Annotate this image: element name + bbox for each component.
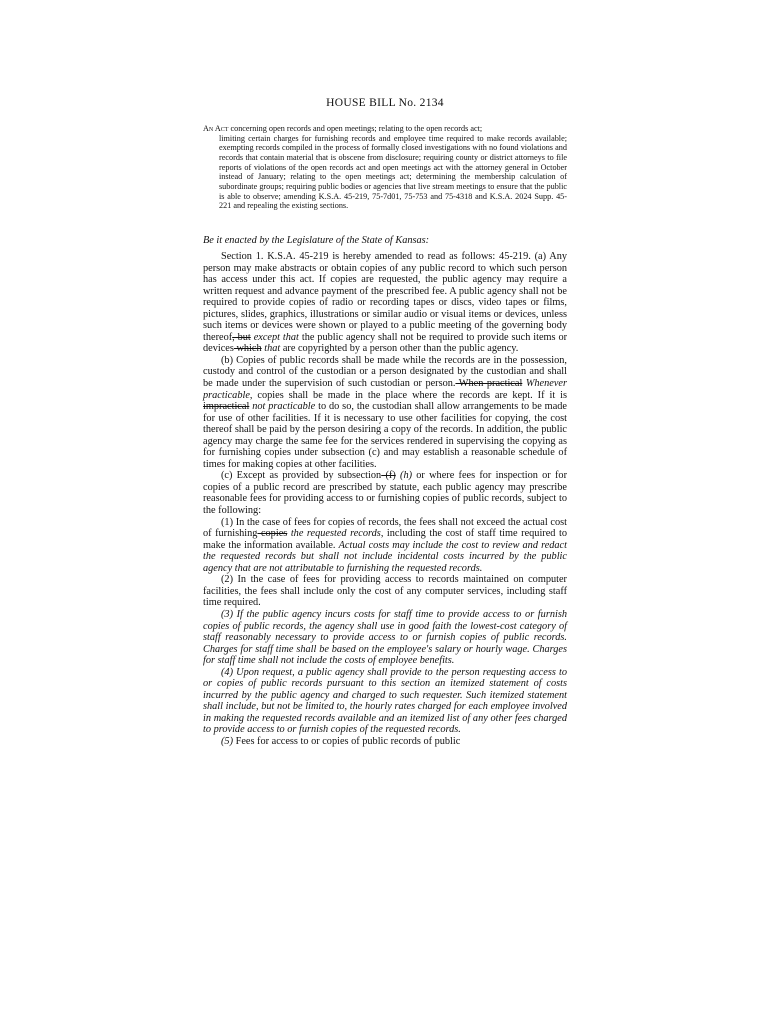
struck-text: (f) xyxy=(381,470,396,482)
text-run: the public agency shall not be required to provide such items or devices xyxy=(203,331,568,355)
struck-text: , but xyxy=(232,331,251,343)
act-first-line xyxy=(203,124,567,134)
section-1-c-1 xyxy=(203,517,567,575)
text-run: (b) Copies of public records shall be made while the records are in the possession, custody and control of the custodian or a person designated by the custodian and shall be made under the supervision of such custodian or person. xyxy=(203,354,567,390)
inserted-text: that xyxy=(264,343,281,355)
act-continuation: limiting certain charges for furnishing records and employee time required to make records available; exempting records compiled in the process of formally closed investigations with no found violations and records that contain material that is obscene from disclosure; requiring county or district attorneys to file reports of violations of the open records act and open meetings act with the attorney general in October instead of January; relating to the open meetings act; determining the membership calculation of subordinate groups; requiring public bodies or agencies that live stream meetings to ensure that the public is able to observe; amending K.S.A. 45-219, 75-7d01, 75-753 and 75-4318 and K.S.A. 2024 Supp. 45-221 and repealing the existing sections. xyxy=(219,133,567,211)
struck-text: copies xyxy=(257,528,288,540)
inserted-text: Whenever practicable xyxy=(203,378,567,401)
inserted-text: not practicable xyxy=(252,401,316,413)
section-1-c-2 xyxy=(203,574,567,609)
inserted-text: except that xyxy=(253,331,299,343)
text-run: Section 1. K.S.A. 45-219 is hereby amended to read as follows: 45-219. (a) Any person may make abstracts or obtain copies of any public record to which such person has access under this act. If copies are requested, the public agency may require a written request and advance payment of the prescribed fee. A public agency shall not be required to provide copies of radio or recording tapes or discs, video tapes or films, pictures, slides, graphics, illustrations or similar audio or visual items or devices, unless such items or devices were shown or played to a public meeting of the governing body thereof xyxy=(203,251,567,343)
text-run: (2) In the case of fees for providing access to records maintained on computer facilities, the fees shall include only the cost of any computer services, including staff time required. xyxy=(203,574,567,609)
inserted-text: (4) Upon request, a public agency shall provide to the person requesting access to or copies of public records pursuant to this section an itemized statement of costs incurred by the public agency and charged to such requester. Such itemized statement shall include, but not be limited to, the hourly rates charged for each employee involved in making the requested records available and an itemized list of any other fees charged to provide access to or furnish copies of the requested records. xyxy=(203,666,567,736)
section-1-c xyxy=(203,470,567,516)
text-run: Fees for access to or copies of public records of public xyxy=(233,735,461,747)
section-1-c-4 xyxy=(203,667,567,736)
inserted-text: (h) xyxy=(400,470,413,482)
inserted-text: (3) If the public agency incurs costs for staff time to provide access to or furnish copies of public records, the agency shall use in good faith the lowest-cost category of staff reasonably necessary to provide access to or furnish copies of public records. Charges for staff time shall be based on the employee's salary or hourly wage. Charges for staff time shall not include the costs of employee benefits. xyxy=(203,608,567,667)
bill-body xyxy=(203,251,567,748)
text-run: (1) In the case of fees for copies of records, the fees shall not exceed the actual cost of furnishing xyxy=(203,516,567,540)
struck-text: When practical xyxy=(455,378,523,390)
text-run: are copyrighted by a person other than the public agency. xyxy=(282,343,519,355)
act-first-line-text: concerning open records and open meetings; relating to the open records act; xyxy=(230,124,483,133)
enacting-clause: Be it enacted by the Legislature of the State of Kansas: xyxy=(203,235,430,246)
act-summary xyxy=(203,124,567,211)
struck-text: which xyxy=(233,343,262,355)
inserted-text: Actual costs may include the cost to review and redact the requested records but shall not include incidental costs incurred by the public agency that are not attributable to furnishing the requested records. xyxy=(203,539,567,574)
act-lead: An Act xyxy=(203,124,229,133)
text-run: or where fees for inspection or for copies of a public record are prescribed by statute, each public agency may prescribe reasonable fees for providing access to or furnishing copies of public records, subject to the following: xyxy=(203,470,567,517)
text-run: (c) Except as provided by subsection xyxy=(221,470,382,482)
bill-title: HOUSE BILL No. 2134 xyxy=(326,97,444,109)
text-run: , copies shall be made in the place where the records are kept. If it is xyxy=(249,389,567,401)
section-1-b xyxy=(203,355,567,470)
inserted-text: (5) xyxy=(221,735,234,747)
section-1-c-5 xyxy=(203,736,567,748)
section-1-a xyxy=(203,251,567,355)
struck-text: impractical xyxy=(203,401,250,413)
text-run: , including the cost of staff time required to make the information available. xyxy=(203,528,567,551)
inserted-text: the requested records xyxy=(290,528,381,540)
text-run: to do so, the custodian shall allow arrangements to be made for use of other facilities. If it is necessary to use other facilities for copying, the cost thereof shall be paid by the person desiring a copy of the records. In addition, the public agency may charge the same fee for the services rendered in supervising the copying as for furnishing copies under subsection (c) and may establish a reasonable schedule of times for making copies at other facilities. xyxy=(203,401,567,470)
section-1-c-3 xyxy=(203,609,567,667)
